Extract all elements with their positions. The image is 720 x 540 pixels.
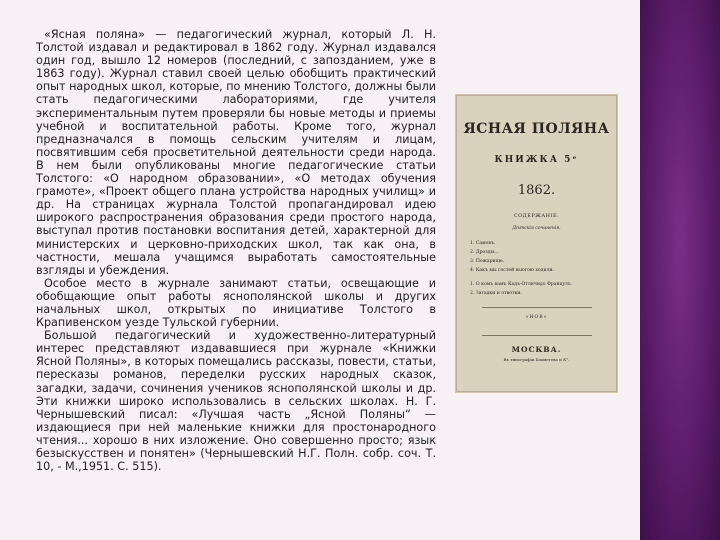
cover-divider <box>482 335 592 336</box>
cover-issue: КНИЖКА 5ᵉ <box>494 155 579 165</box>
list-item: 3. Пожарище. <box>470 259 505 264</box>
cover-divider <box>482 307 592 308</box>
side-decor-band <box>640 0 720 540</box>
cover-contents-heading: СОДЕРЖАНІЕ. <box>513 213 560 219</box>
cover-contents-list <box>470 239 610 298</box>
cover-mark: «НОВ» <box>525 315 548 320</box>
journal-cover-image <box>456 95 617 392</box>
paragraph: Особое место в журнале занимают статьи, освещающие и обобщающие опыт работы яснополянской школы и других начальных школ, открытых по инициативе Толстого в Крапивенском уезде Тульской губернии. <box>36 276 436 330</box>
list-item: 1. О комъ вамъ Кадъ-Отличидо Французъ. <box>470 282 573 287</box>
cover-year: 1862. <box>517 183 556 198</box>
list-item: 4. Какъ мы гостей вьюгою ходили. <box>470 268 555 273</box>
cover-subheading: Дѣтскія сочиненія. <box>512 226 561 231</box>
article-text <box>36 28 436 473</box>
paragraph: «Ясная поляна» — педагогический журнал, который Л. Н. Толстой издавал и редактировал в 1862 году. Журнал издавался один год, вышло 12 номеров (последний, с запозданием, уже в 1863 году). Журнал ставил своей целью обобщить практический опыт народных школ, которые, по мнению Толстого, должны были стать педагогическими лабораториями, где учителя экспериментальным путем проверяли бы новые методы и приемы учебной и воспитательной работы. Кроме того, журнал предназначался в помощь сельским учителям и лицам, посвятившим себя просветительной деятельности среди народа. В нем были опубликованы многие педагогические статьи Толстого: «О народном образовании», «О методах обучения грамоте», «Проект общего плана устройства народных училищ» и др. На страницах журнала Толстой пропагандировал идею широкого распространения образования среди простого народа, выступал против постановки воспитания детей, характерной для министерских и церковно-приходских школ, так как она, в частности, мешала учащимся выработать самостоятельные взгляды и убеждения. <box>36 28 436 277</box>
list-item: 2. Дрозды... <box>470 250 499 255</box>
cover-printer: Въ типографіи Бахметева и К°. <box>503 357 570 362</box>
cover-title: ЯСНАЯ ПОЛЯНА <box>463 121 610 137</box>
cover-city: МОСКВА. <box>511 345 562 354</box>
paragraph: Большой педагогический и художественно-литературный интерес представляют издававшиеся при журнале «Книжки Ясной Поляны», в которых помещались рассказы, повести, статьи, пересказы романов, переделки русских народных сказок, загадки, задачи, сочинения учеников яснополянской школы и др. Эти книжки широко использовались в сельских школах. Н. Г. Чернышевский писал: «Лучшая часть „Ясной Поляны“ — издающиеся при ней маленькие книжки для простонародного чтения... хорошо в них изложение. Оно совершенно просто; язык безыскусствен и понятен» (Чернышевский Н.Г. Полн. собр. соч. Т. 10, - М.,1951. С. 515). <box>36 329 436 474</box>
list-item: 2. Загадки и ответки. <box>470 291 522 296</box>
list-item: 1. Самовъ. <box>470 241 496 246</box>
